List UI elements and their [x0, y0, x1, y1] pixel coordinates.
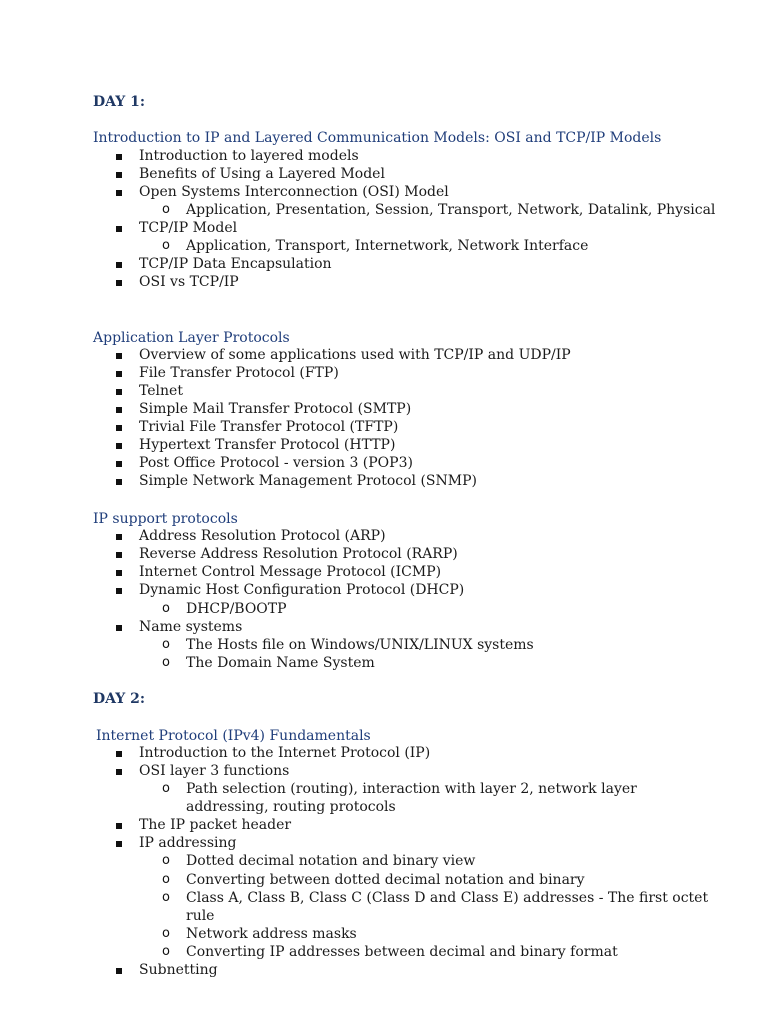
- square-bullet-icon: [116, 769, 122, 775]
- square-bullet-icon: [116, 226, 122, 232]
- circle-bullet-icon: o: [162, 637, 170, 652]
- list-item: OSI vs TCP/IP: [139, 274, 239, 290]
- square-bullet-icon: [116, 425, 122, 431]
- sub-list-item: Network address masks: [186, 926, 357, 942]
- list-item: The IP packet header: [139, 817, 292, 833]
- list-item: Overview of some applications used with TCP/IP and UDP/IP: [139, 347, 571, 363]
- list-item: Internet Control Message Protocol (ICMP): [139, 564, 442, 580]
- sub-list-item: Converting between dotted decimal notation and binary: [186, 872, 585, 888]
- square-bullet-icon: [116, 552, 122, 558]
- square-bullet-icon: [116, 823, 122, 829]
- circle-bullet-icon: o: [162, 890, 170, 905]
- sub-list-item: Application, Presentation, Session, Transport, Network, Datalink, Physical: [186, 202, 716, 218]
- list-item: IP addressing: [139, 835, 237, 851]
- square-bullet-icon: [116, 588, 122, 594]
- circle-bullet-icon: o: [162, 853, 170, 868]
- list-item: Introduction to the Internet Protocol (IP): [139, 745, 431, 761]
- list-item: Trivial File Transfer Protocol (TFTP): [139, 419, 399, 435]
- list-item: Introduction to layered models: [139, 148, 359, 164]
- sub-list-item: Converting IP addresses between decimal and binary format: [186, 944, 618, 960]
- sub-list-item: DHCP/BOOTP: [186, 601, 287, 617]
- list-item: Subnetting: [139, 962, 218, 978]
- day-2-heading: DAY 2:: [93, 691, 146, 707]
- square-bullet-icon: [116, 172, 122, 178]
- circle-bullet-icon: o: [162, 202, 170, 217]
- square-bullet-icon: [116, 353, 122, 359]
- square-bullet-icon: [116, 389, 122, 395]
- square-bullet-icon: [116, 968, 122, 974]
- circle-bullet-icon: o: [162, 781, 170, 796]
- square-bullet-icon: [116, 534, 122, 540]
- list-item: Hypertext Transfer Protocol (HTTP): [139, 437, 396, 453]
- sub-list-item: The Domain Name System: [186, 655, 375, 671]
- circle-bullet-icon: o: [162, 655, 170, 670]
- list-item: Open Systems Interconnection (OSI) Model: [139, 184, 449, 200]
- sub-list-item-continuation: rule: [186, 908, 215, 924]
- section-title-ipv4-fundamentals: Internet Protocol (IPv4) Fundamentals: [96, 728, 371, 744]
- circle-bullet-icon: o: [162, 238, 170, 253]
- sub-list-item: Class A, Class B, Class C (Class D and Class E) addresses - The first octet: [186, 890, 709, 906]
- sub-list-item: The Hosts file on Windows/UNIX/LINUX systems: [186, 637, 534, 653]
- square-bullet-icon: [116, 371, 122, 377]
- day-1-heading: DAY 1:: [93, 94, 146, 110]
- square-bullet-icon: [116, 751, 122, 757]
- list-item: TCP/IP Data Encapsulation: [139, 256, 332, 272]
- list-item: File Transfer Protocol (FTP): [139, 365, 339, 381]
- sub-list-item: Path selection (routing), interaction with layer 2, network layer: [186, 781, 637, 797]
- square-bullet-icon: [116, 443, 122, 449]
- list-item: Telnet: [139, 383, 183, 399]
- list-item: Dynamic Host Configuration Protocol (DHCP): [139, 582, 465, 598]
- square-bullet-icon: [116, 841, 122, 847]
- circle-bullet-icon: o: [162, 926, 170, 941]
- list-item: OSI layer 3 functions: [139, 763, 290, 779]
- square-bullet-icon: [116, 262, 122, 268]
- list-item: Address Resolution Protocol (ARP): [139, 528, 386, 544]
- square-bullet-icon: [116, 407, 122, 413]
- sub-list-item: Dotted decimal notation and binary view: [186, 853, 476, 869]
- list-item: Name systems: [139, 619, 243, 635]
- square-bullet-icon: [116, 570, 122, 576]
- square-bullet-icon: [116, 479, 122, 485]
- list-item: Simple Network Management Protocol (SNMP): [139, 473, 477, 489]
- list-item: Post Office Protocol - version 3 (POP3): [139, 455, 413, 471]
- circle-bullet-icon: o: [162, 872, 170, 887]
- list-item: Benefits of Using a Layered Model: [139, 166, 385, 182]
- square-bullet-icon: [116, 461, 122, 467]
- list-item: Reverse Address Resolution Protocol (RARP): [139, 546, 458, 562]
- square-bullet-icon: [116, 625, 122, 631]
- square-bullet-icon: [116, 154, 122, 160]
- circle-bullet-icon: o: [162, 944, 170, 959]
- sub-list-item: Application, Transport, Internetwork, Network Interface: [186, 238, 589, 254]
- section-title-ip-support: IP support protocols: [93, 511, 238, 527]
- section-title-application-layer: Application Layer Protocols: [93, 330, 290, 346]
- sub-list-item-continuation: addressing, routing protocols: [186, 799, 396, 815]
- square-bullet-icon: [116, 190, 122, 196]
- square-bullet-icon: [116, 280, 122, 286]
- list-item: TCP/IP Model: [139, 220, 238, 236]
- list-item: Simple Mail Transfer Protocol (SMTP): [139, 401, 412, 417]
- section-title-layered-models: Introduction to IP and Layered Communication Models: OSI and TCP/IP Models: [93, 130, 662, 146]
- circle-bullet-icon: o: [162, 601, 170, 616]
